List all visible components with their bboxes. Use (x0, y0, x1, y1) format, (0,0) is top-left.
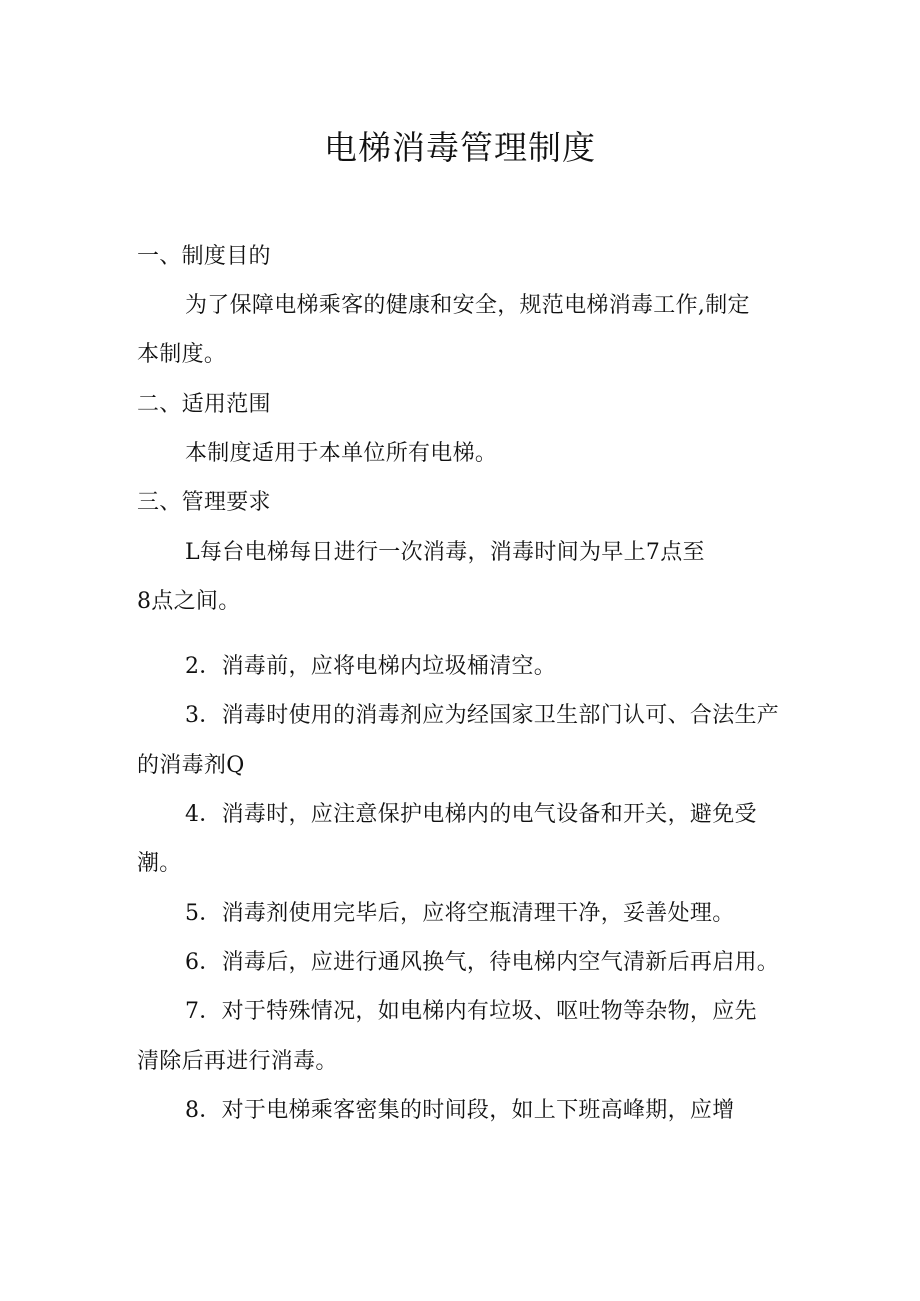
list-item-7: 7．对于特殊情况，如电梯内有垃圾、呕吐物等杂物，应先 (185, 999, 757, 1024)
paragraph-line: 本制度。 (137, 342, 227, 367)
list-item-8: 8．对于电梯乘客密集的时间段，如上下班高峰期，应增 (185, 1098, 735, 1123)
list-item-7-continued: 清除后再进行消毒。 (137, 1049, 338, 1074)
section-heading-scope: 二、适用范围 (137, 392, 271, 417)
document-title: 电梯消毒管理制度 (324, 128, 596, 167)
list-item-1-continued: 8点之间。 (137, 589, 241, 614)
list-item-4-continued: 潮。 (137, 851, 182, 876)
list-item-2: 2．消毒前，应将电梯内垃圾桶清空。 (185, 654, 557, 679)
list-item-5: 5．消毒剂使用完毕后，应将空瓶清理干净，妥善处理。 (185, 901, 735, 926)
paragraph-line: 本制度适用于本单位所有电梯。 (185, 441, 498, 466)
section-heading-purpose: 一、制度目的 (137, 244, 271, 269)
section-heading-requirements: 三、管理要求 (137, 490, 271, 515)
list-item-3: 3．消毒时使用的消毒剂应为经国家卫生部门认可、合法生产 (185, 703, 780, 728)
list-item-6: 6．消毒后，应进行通风换气，待电梯内空气清新后再启用。 (185, 950, 780, 975)
paragraph-line: 为了保障电梯乘客的健康和安全，规范电梯消毒工作,制定 (185, 293, 750, 318)
list-item-1: L每台电梯每日进行一次消毒，消毒时间为早上7点至 (185, 540, 705, 565)
list-item-4: 4．消毒时，应注意保护电梯内的电气设备和开关，避免受 (185, 802, 757, 827)
list-item-3-continued: 的消毒剂Q (137, 753, 245, 778)
